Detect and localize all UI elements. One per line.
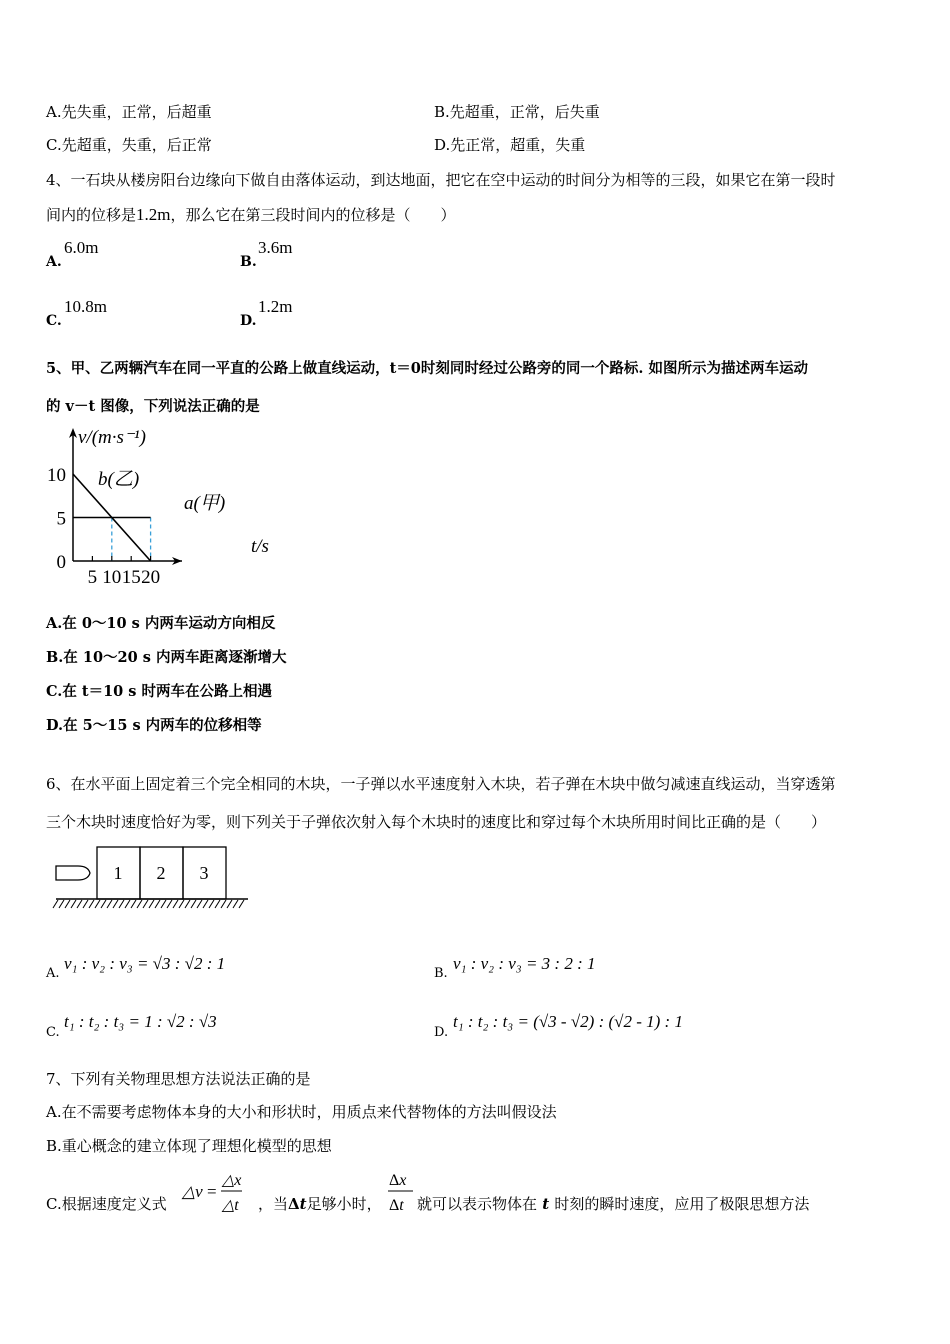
x-tick-label: 20 [141,567,161,588]
x-tick-label: 5 [87,567,98,588]
block-1-label: 1 [113,863,123,883]
q5-option-b: B.在 10～20 s 内两车距离逐渐增大 [46,649,287,666]
chart-y-axis-label: v/(m·s⁻¹) [78,427,146,448]
q4-option-a-value: 6.0m [64,238,99,257]
q7-option-b: B.重心概念的建立体现了理想化模型的思想 [46,1137,332,1155]
hatch-mark [77,900,82,908]
hatch-mark [143,900,148,908]
hatch-mark [155,900,160,908]
hatch-mark [173,900,178,908]
bullet-icon [56,866,90,880]
hatch-mark [83,900,88,908]
x-tick-label: 10 [102,567,122,588]
series-label-b: b(乙) [98,469,140,490]
hatch-mark [71,900,76,908]
hatch-mark [161,900,166,908]
svg-text:△v: △v [182,1182,203,1201]
block-3-label: 3 [199,863,209,883]
hatch-mark [209,900,214,908]
hatch-mark [137,900,142,908]
hatch-mark [107,900,112,908]
q6-stem-line1: 6、在水平面上固定着三个完全相同的木块，一子弹以水平速度射入木块，若子弹在木块中做匀减速直线运动，当穿透第 [46,775,836,793]
svg-text:Δt: Δt [389,1197,404,1214]
q5-option-c: C.在 t＝10 s 时两车在公路上相遇 [46,683,273,700]
chart-axes [69,428,182,565]
hatch-mark [113,900,118,908]
q6-stem-line2: 三个木块时速度恰好为零，则下列关于子弹依次射入每个木块时的速度比和穿过每个木块所用时间比正确的是（ ） [46,813,827,831]
hatch-mark [233,900,238,908]
x-tick-label: 15 [121,567,141,588]
hatch-mark [125,900,130,908]
vt-chart [40,420,290,590]
y-tick-label: 5 [56,508,66,530]
y-tick-label: 10 [47,465,66,486]
hatch-mark [185,900,190,908]
q6-option-a-expr: v₁ : v₂ : v₃ = √3 : √2 : 1 [64,954,226,973]
q5-option-d: D.在 5～15 s 内两车的位移相等 [46,717,262,734]
hatch-mark [59,900,64,908]
y-tick-label: 0 [56,552,66,573]
hatch-mark [101,900,106,908]
q6-option-c-expr: t₁ : t₂ : t₃ = 1 : √2 : √3 [64,1012,217,1031]
hatch-mark [221,900,226,908]
q4-option-c-value: 10.8m [64,297,107,316]
q3-option-d: D.先正常，超重，失重 [434,136,586,154]
svg-text:△x: △x [222,1172,242,1189]
q7-option-c-mid: ，当Δt足够小时， [258,1195,382,1213]
q4-option-a-label: A. [46,254,62,270]
q6-option-a-label: A. [46,966,60,981]
q6-option-b-expr: v₁ : v₂ : v₃ = 3 : 2 : 1 [453,954,596,973]
hatch-mark [239,900,244,908]
hatch-mark [89,900,94,908]
q4-option-c-label: C. [46,313,62,329]
q6-option-d-label: D. [434,1025,449,1040]
q6-option-b-label: B. [434,966,448,981]
svg-text:Δx: Δx [389,1172,407,1189]
hatch-mark [227,900,232,908]
hatch-mark [179,900,184,908]
q4-option-b-value: 3.6m [258,238,293,257]
q3-option-a: A.先失重，正常，后超重 [46,103,212,121]
q5-stem-line1: 5、甲、乙两辆汽车在同一平直的公路上做直线运动，t＝0时刻同时经过公路旁的同一个路标. 如图所示为描述两车运动 [46,360,808,377]
q7-stem: 7、下列有关物理思想方法说法正确的是 [46,1070,311,1088]
hatch-mark [95,900,100,908]
q7-option-a: A.在不需要考虑物体本身的大小和形状时，用质点来代替物体的方法叫假设法 [46,1103,557,1121]
blocks-diagram [50,842,260,912]
q4-option-d-label: D. [240,313,257,329]
q3-option-c: C.先超重，失重，后正常 [46,136,212,154]
q4-stem-line1: 4、一石块从楼房阳台边缘向下做自由落体运动，到达地面，把它在空中运动的时间分为相等的三段，如果它在第一段时 [46,171,836,189]
hatch-mark [53,900,58,908]
q4-stem-line2: 间内的位移是1.2m，那么它在第三段时间内的位移是（ ） [46,205,456,224]
q7-option-c-post: 就可以表示物体在 t 时刻的瞬时速度，应用了极限思想方法 [417,1195,810,1213]
q5-stem-line2: 的 v－t 图像，下列说法正确的是 [46,398,260,415]
hatch-mark [203,900,208,908]
q4-option-b-label: B. [240,254,257,270]
svg-text:△t: △t [222,1197,239,1214]
block-2-label: 2 [156,863,166,883]
hatch-mark [65,900,70,908]
hatch-mark [119,900,124,908]
hatch-mark [215,900,220,908]
hatch-mark [149,900,154,908]
hatch-mark [197,900,202,908]
hatch-mark [191,900,196,908]
ratio-formula [385,1166,417,1216]
q4-option-d-value: 1.2m [258,297,293,316]
series-label-a: a(甲) [184,493,226,514]
hatch-mark [167,900,172,908]
ground-hatch [53,900,244,908]
hatch-mark [131,900,136,908]
velocity-definition-formula [180,1166,260,1216]
q6-option-c-label: C. [46,1025,60,1040]
q7-option-c-pre: C.根据速度定义式 [46,1195,167,1213]
chart-x-axis-label: t/s [251,536,269,557]
svg-text:=: = [207,1182,217,1201]
q3-option-b: B.先超重，正常，后失重 [434,103,600,121]
q5-option-a: A.在 0～10 s 内两车运动方向相反 [46,615,276,632]
q6-option-d-expr: t₁ : t₂ : t₃ = (√3 - √2) : (√2 - 1) : 1 [453,1012,683,1031]
